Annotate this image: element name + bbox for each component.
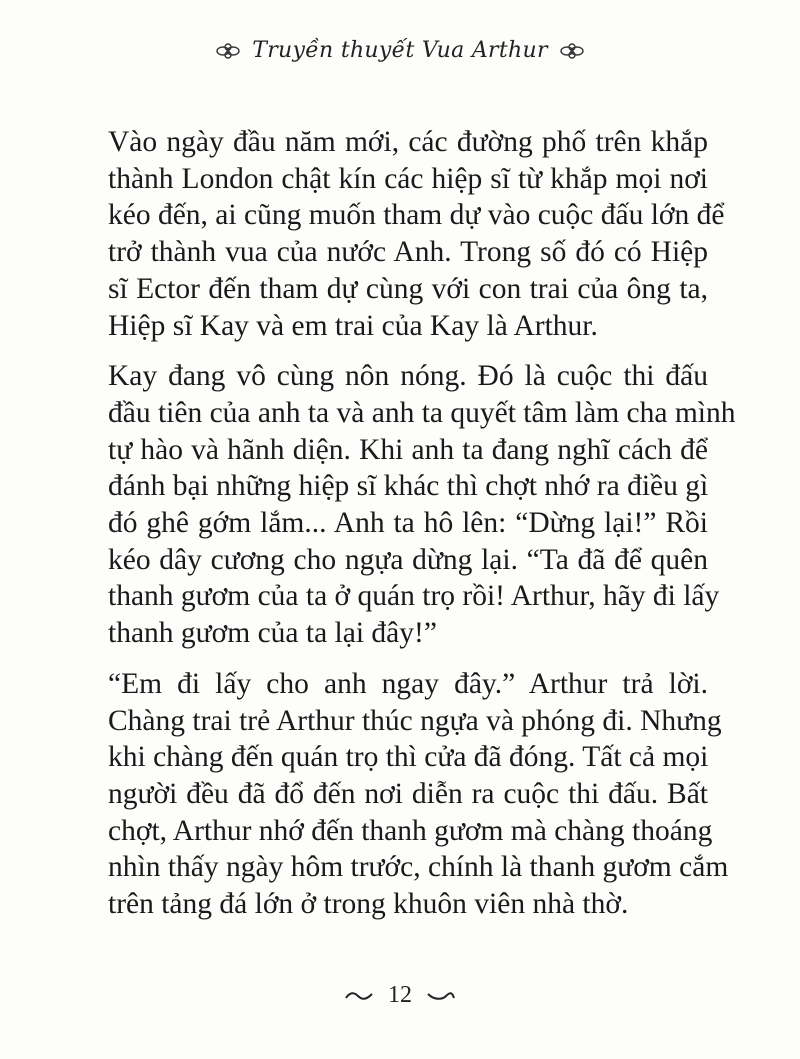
text-line: trở thành vua của nước Anh. Trong số đó có Hiệp bbox=[108, 236, 708, 269]
text-line: đầu tiên của anh ta và anh ta quyết tâm làm cha mình bbox=[108, 396, 736, 429]
text-line: trên tảng đá lớn ở trong khuôn viên nhà thờ. bbox=[108, 888, 629, 921]
text-line: chợt, Arthur nhớ đến thanh gươm mà chàng thoáng bbox=[108, 814, 713, 847]
text-line: kéo dây cương cho ngựa dừng lại. “Ta đã để quên bbox=[108, 543, 708, 576]
text-line: thanh gươm của ta ở quán trọ rồi! Arthur, hãy đi lấy bbox=[108, 580, 720, 613]
page-number: 12 bbox=[388, 982, 412, 1008]
text-line: Chàng trai trẻ Arthur thúc ngựa và phóng đi. Nhưng bbox=[108, 704, 722, 737]
text-line: kéo đến, ai cũng muốn tham dự vào cuộc đấu lớn để bbox=[108, 199, 725, 232]
paragraph bbox=[108, 666, 729, 923]
text-line: thành London chật kín các hiệp sĩ từ khắp mọi nơi bbox=[108, 162, 708, 195]
swash-ornament-icon bbox=[344, 989, 374, 1003]
text-line: đánh bại những hiệp sĩ khác thì chợt nhớ ra điều gì bbox=[108, 470, 709, 503]
text-line: tự hào và hãnh diện. Khi anh ta đang nghĩ cách để bbox=[108, 433, 708, 466]
text-line: “Em đi lấy cho anh ngay đây.” Arthur trả lời. bbox=[108, 667, 708, 700]
story-text bbox=[108, 124, 736, 937]
text-line: nhìn thấy ngày hôm trước, chính là thanh gươm cắm bbox=[108, 851, 729, 884]
text-line: đó ghê gớm lắm... Anh ta hô lên: “Dừng lại!” Rồi bbox=[108, 507, 708, 540]
text-line: sĩ Ector đến tham dự cùng với con trai của ông ta, bbox=[108, 272, 708, 305]
paragraph bbox=[108, 358, 736, 652]
book-title: Truyền thuyết Vua Arthur bbox=[252, 38, 548, 63]
page-footer bbox=[0, 982, 800, 1009]
text-line: Vào ngày đầu năm mới, các đường phố trên khắp bbox=[108, 126, 708, 158]
knot-ornament-icon bbox=[558, 42, 586, 60]
knot-ornament-icon bbox=[214, 42, 242, 60]
swash-ornament-icon bbox=[426, 989, 456, 1003]
paragraph bbox=[108, 124, 725, 344]
text-line: Hiệp sĩ Kay và em trai của Kay là Arthur. bbox=[108, 309, 598, 342]
text-line: người đều đã đổ đến nơi diễn ra cuộc thi đấu. Bất bbox=[108, 777, 708, 810]
running-header bbox=[0, 38, 800, 63]
text-line: thanh gươm của ta lại đây!” bbox=[108, 617, 437, 650]
text-line: khi chàng đến quán trọ thì cửa đã đóng. Tất cả mọi bbox=[108, 741, 709, 774]
text-line: Kay đang vô cùng nôn nóng. Đó là cuộc thi đấu bbox=[108, 360, 708, 393]
